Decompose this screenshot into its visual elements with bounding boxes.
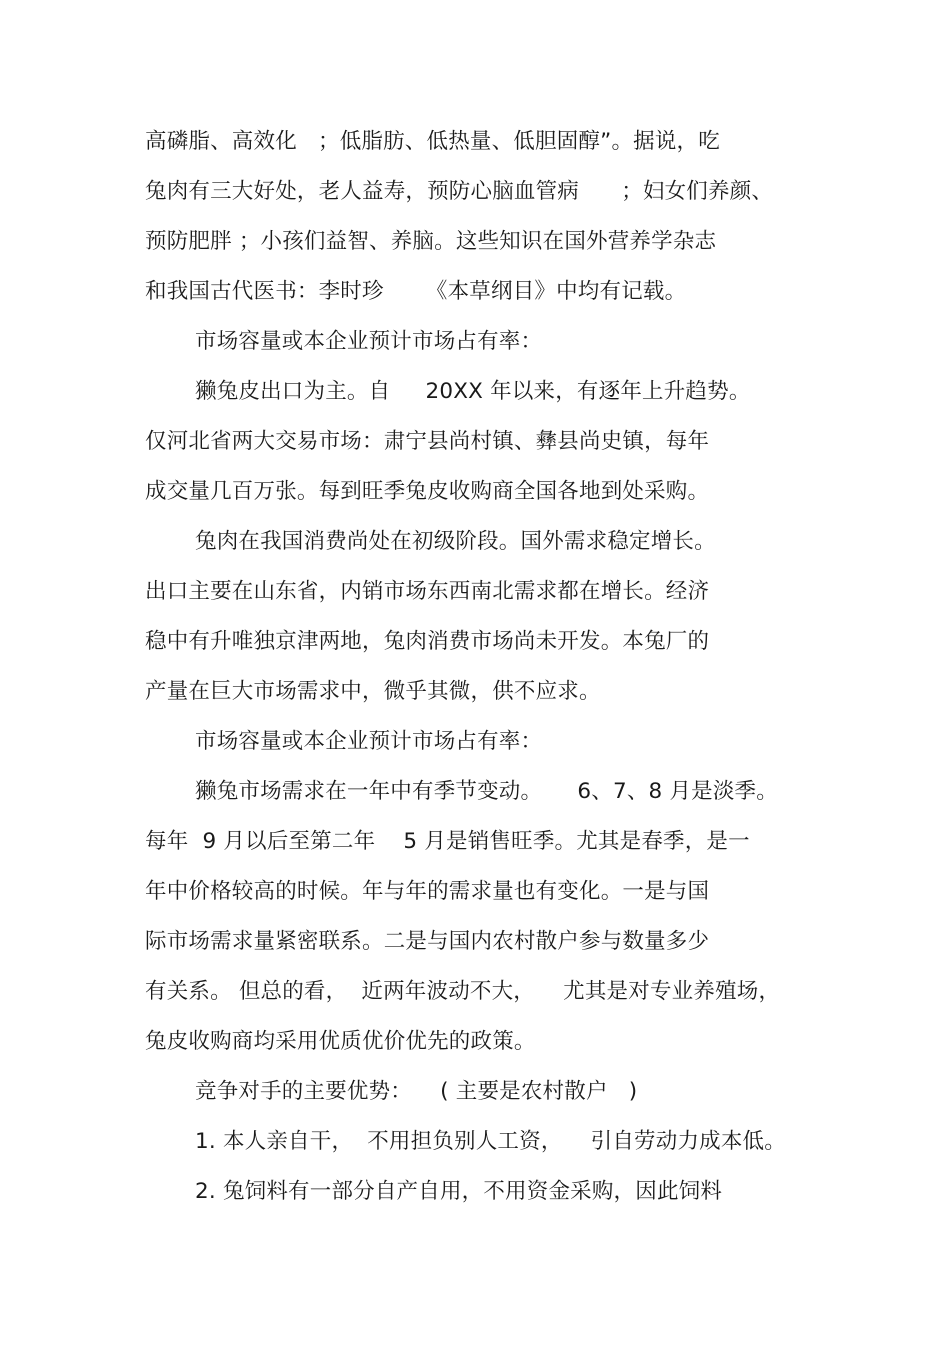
text-line: 年中价格较高的时候。年与年的需求量也有变化。一是与国: [145, 879, 710, 904]
section-heading: 市场容量或本企业预计市场占有率：: [195, 729, 543, 754]
text-line: 预防肥胖 ；小孩们益智、养脑。这些知识在国外营养学杂志: [145, 229, 717, 254]
section-heading: 竞争对手的主要优势： ( 主要是农村散户 ): [195, 1079, 638, 1104]
text-line: 每年 9 月以后至第二年 5 月是销售旺季。尤其是春季，是一: [145, 829, 750, 854]
text-line: 稳中有升唯独京津两地，兔肉消费市场尚未开发。本兔厂的: [145, 629, 710, 654]
text-line: 兔肉在我国消费尚处在初级阶段。国外需求稳定增长。: [195, 529, 716, 554]
text-line: 獭兔皮出口为主。自 20XX 年以来，有逐年上升趋势。: [195, 379, 751, 404]
section-heading: 市场容量或本企业预计市场占有率：: [195, 329, 543, 354]
text-line: 际市场需求量紧密联系。二是与国内农村散户参与数量多少: [145, 929, 710, 954]
text-line: 高磷脂、高效化 ；低脂肪、低热量、低胆固醇”。据说，吃: [145, 129, 720, 154]
text-line: 和我国古代医书：李时珍 《本草纲目》中均有记载。: [145, 279, 687, 304]
text-line: 出口主要在山东省，内销市场东西南北需求都在增长。经济: [145, 579, 710, 604]
text-line: 獭兔市场需求在一年中有季节变动。 6、7、8 月是淡季。: [195, 779, 778, 804]
list-item: 1. 本人亲自干， 不用担负别人工资， 引自劳动力成本低。: [195, 1129, 786, 1154]
text-line: 仅河北省两大交易市场：肃宁县尚村镇、彝县尚史镇，每年: [145, 429, 710, 454]
text-line: 兔肉有三大好处，老人益寿，预防心脑血管病 ；妇女们养颜、: [145, 179, 774, 204]
text-line: 成交量几百万张。每到旺季兔皮收购商全国各地到处采购。: [145, 479, 710, 504]
text-line: 兔皮收购商均采用优质优价优先的政策。: [145, 1029, 536, 1054]
text-line: 有关系。 但总的看， 近两年波动不大， 尤其是对专业养殖场，: [145, 979, 781, 1004]
list-item: 2. 兔饲料有一部分自产自用，不用资金采购，因此饲料: [195, 1179, 723, 1204]
text-line: 产量在巨大市场需求中，微乎其微，供不应求。: [145, 679, 601, 704]
